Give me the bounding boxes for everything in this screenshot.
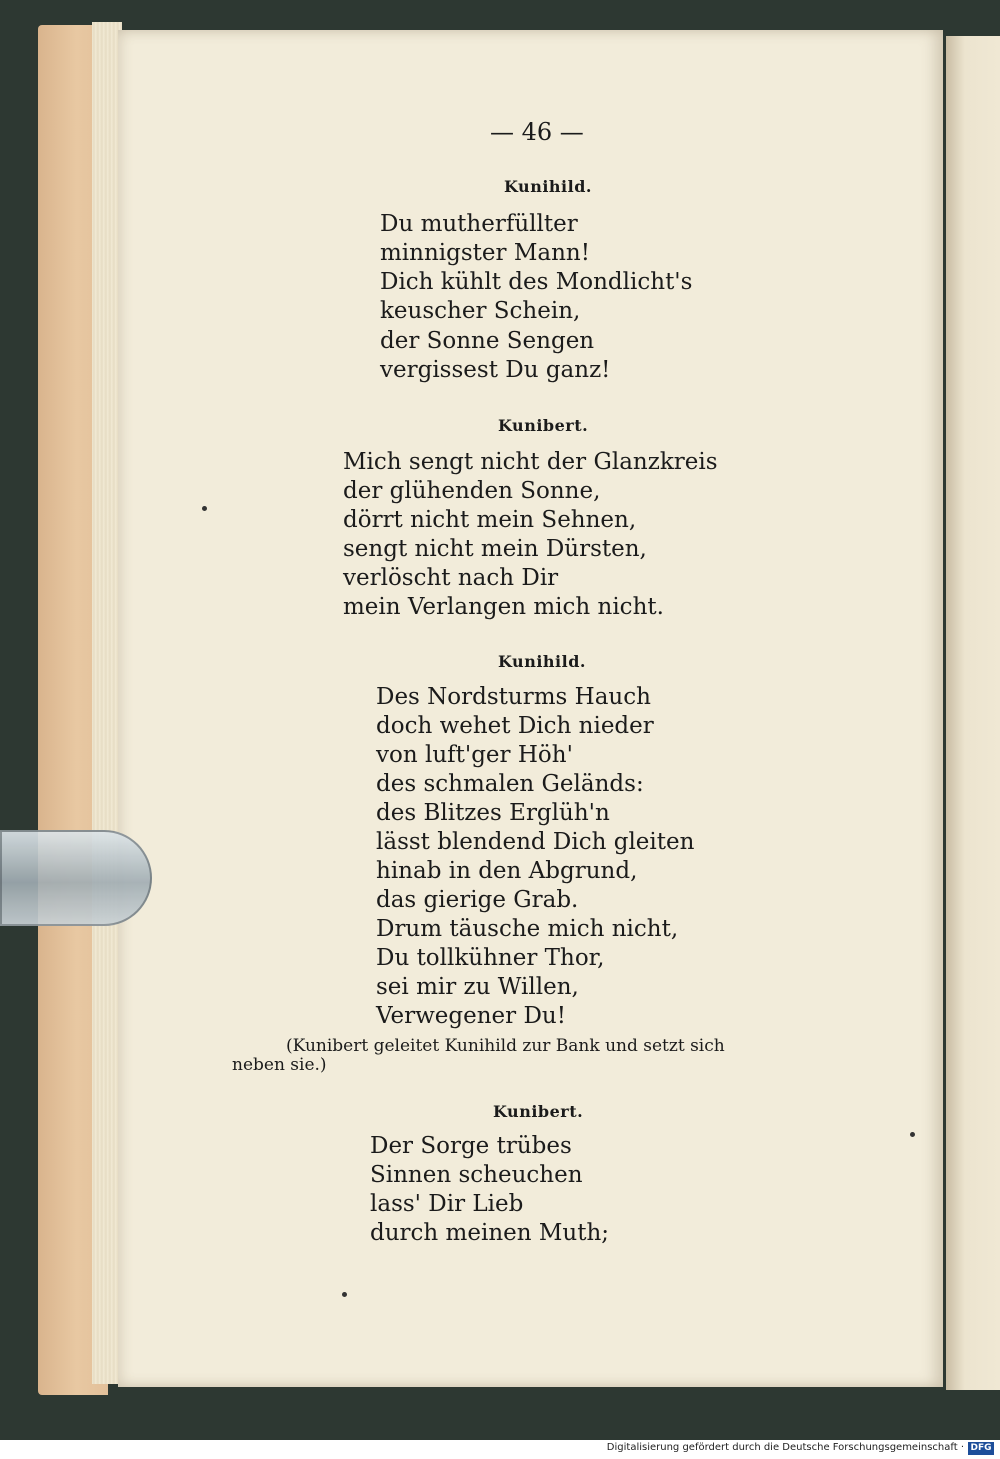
verse-line: minnigster Mann! xyxy=(380,240,590,266)
verse-line: doch wehet Dich nieder xyxy=(376,713,654,739)
speaker-kunibert: Kunibert. xyxy=(493,1102,584,1121)
verse-line: Verwegener Du! xyxy=(376,1003,566,1029)
speaker-kunihild: Kunihild. xyxy=(498,652,586,671)
verse-line: sengt nicht mein Dürsten, xyxy=(343,536,647,562)
verse-line: Du mutherfüllter xyxy=(380,211,578,237)
ink-speck xyxy=(910,1132,915,1137)
verse-line: Drum täusche mich nicht, xyxy=(376,916,679,942)
speaker-kunihild: Kunihild. xyxy=(504,177,592,196)
plastic-page-clip xyxy=(0,830,152,926)
book-page xyxy=(118,30,943,1387)
verse-line: der glühenden Sonne, xyxy=(343,478,601,504)
facing-page-edge xyxy=(946,36,1000,1390)
verse-line: sei mir zu Willen, xyxy=(376,974,579,1000)
verse-line: Sinnen scheuchen xyxy=(370,1162,583,1188)
verse-line: Mich sengt nicht der Glanzkreis xyxy=(343,449,718,475)
verse-line: der Sonne Sengen xyxy=(380,328,595,354)
verse-line: lass' Dir Lieb xyxy=(370,1191,524,1217)
speaker-kunibert: Kunibert. xyxy=(498,416,589,435)
verse-line: des Blitzes Erglüh'n xyxy=(376,800,610,826)
verse-line: Der Sorge trübes xyxy=(370,1133,572,1159)
stage-direction: (Kunibert geleitet Kunihild zur Bank und setzt sich xyxy=(286,1036,725,1056)
page-number: — 46 — xyxy=(490,118,584,146)
verse-line: Dich kühlt des Mondlicht's xyxy=(380,269,693,295)
verse-line: hinab in den Abgrund, xyxy=(376,858,638,884)
verse-line: lässt blendend Dich gleiten xyxy=(376,829,695,855)
stage-direction: neben sie.) xyxy=(232,1055,327,1075)
dfg-logo: DFG xyxy=(968,1442,994,1455)
verse-line: von luft'ger Höh' xyxy=(376,742,573,768)
digitization-credit: Digitalisierung gefördert durch die Deutsche Forschungsgemeinschaft · xyxy=(606,1442,964,1453)
verse-line: Des Nordsturms Hauch xyxy=(376,684,651,710)
verse-line: das gierige Grab. xyxy=(376,887,579,913)
verse-line: vergissest Du ganz! xyxy=(380,357,611,383)
ink-speck xyxy=(202,506,207,511)
verse-line: Du tollkühner Thor, xyxy=(376,945,605,971)
verse-line: des schmalen Geländs: xyxy=(376,771,644,797)
verse-line: dörrt nicht mein Sehnen, xyxy=(343,507,637,533)
verse-line: mein Verlangen mich nicht. xyxy=(343,594,664,620)
verse-line: verlöscht nach Dir xyxy=(343,565,559,591)
verse-line: durch meinen Muth; xyxy=(370,1220,610,1246)
verse-line: keuscher Schein, xyxy=(380,298,581,324)
ink-speck xyxy=(342,1292,347,1297)
